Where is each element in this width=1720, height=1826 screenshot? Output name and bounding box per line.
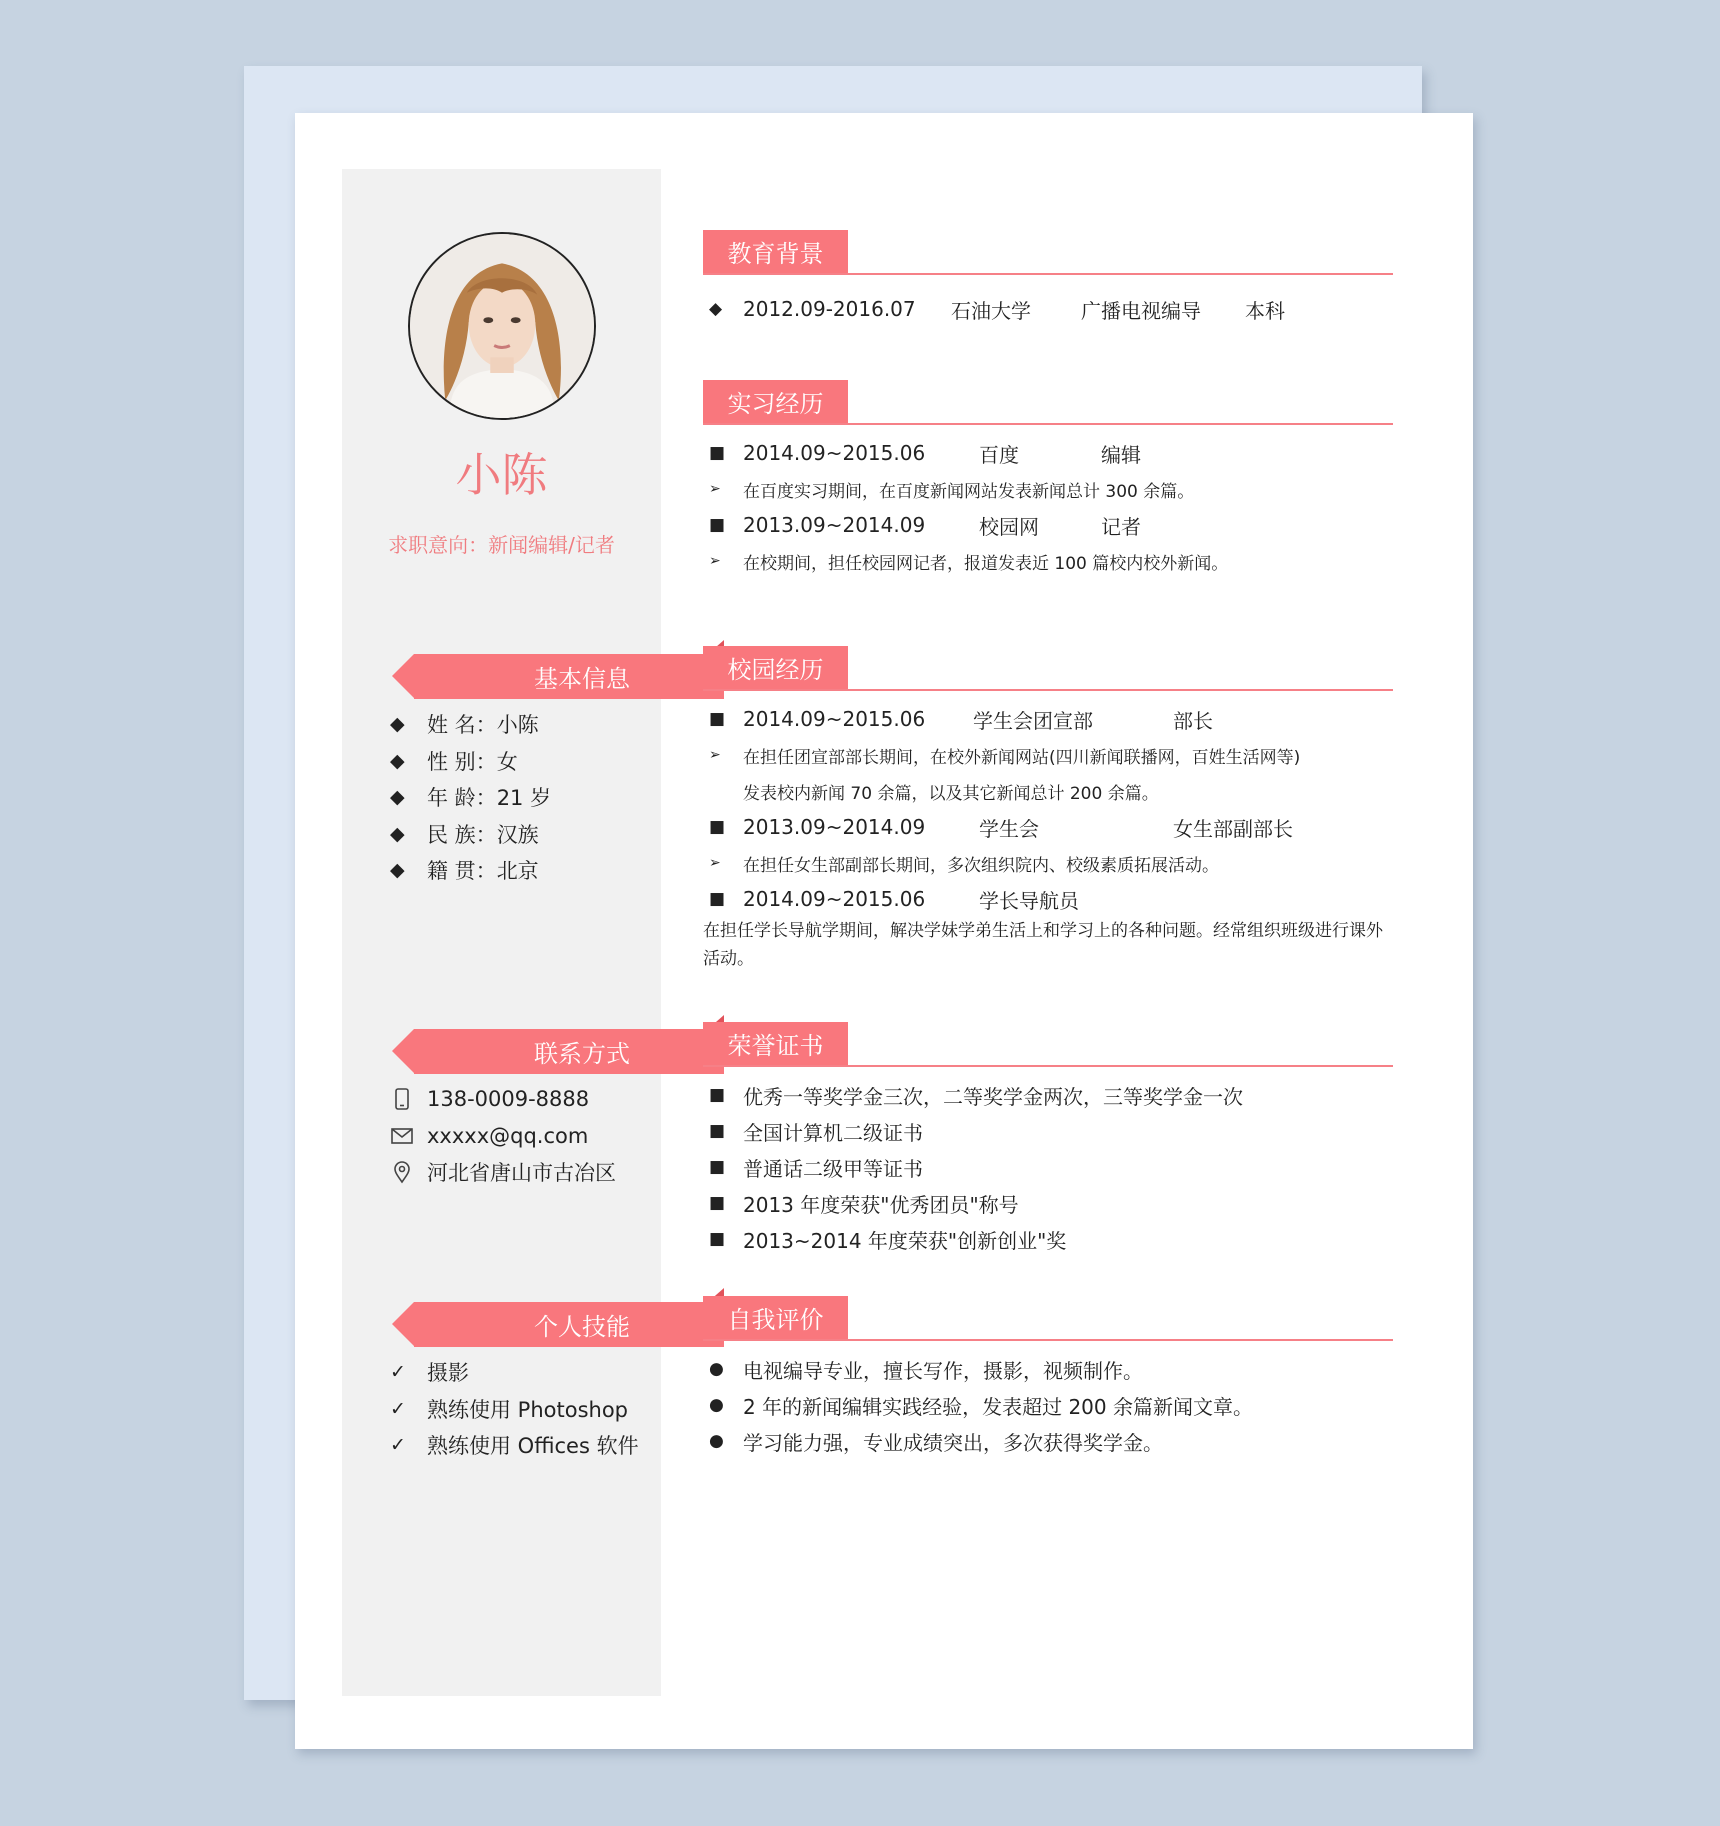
basic-info-heading [414, 654, 724, 699]
list-item [390, 852, 551, 889]
square-bullet-icon: ■ [709, 889, 726, 909]
degree: 本科 [1245, 298, 1285, 323]
role: 编辑 [1101, 442, 1141, 467]
list-item [703, 1149, 1393, 1185]
job-intent: 求职意向：新闻编辑/记者 [388, 533, 615, 557]
list-item [703, 291, 1393, 327]
square-bullet-icon: ■ [709, 817, 726, 837]
section-title: 荣誉证书 [703, 1022, 848, 1065]
list-item [390, 1354, 639, 1391]
square-bullet-icon: ■ [709, 443, 726, 463]
section-title: 校园经历 [703, 646, 848, 689]
skills-list [390, 1354, 639, 1464]
organization: 学生会 [979, 816, 1039, 841]
list-item [703, 435, 1393, 471]
square-bullet-icon: ■ [709, 1157, 726, 1177]
basic-info-title: 基本信息 [534, 665, 630, 693]
major: 广播电视编导 [1081, 298, 1201, 323]
education-heading [703, 230, 1393, 275]
square-bullet-icon: ■ [709, 515, 726, 535]
honor-text: 普通话二级甲等证书 [743, 1156, 923, 1181]
list-item [703, 1423, 1393, 1459]
self-eval-section [703, 1296, 1393, 1459]
email-item [390, 1118, 616, 1155]
basic-info-list [390, 706, 551, 889]
school: 石油大学 [951, 298, 1031, 323]
eval-text: 电视编导专业，擅长写作，摄影，视频制作。 [743, 1358, 1143, 1383]
eval-text: 学习能力强，专业成绩突出，多次获得奖学金。 [743, 1430, 1163, 1455]
field-value: 女 [496, 749, 518, 774]
description: 在担任学长导航学期间，解决学妹学弟生活上和学习上的各种问题。经常组织班级进行课外活动。 [703, 921, 1383, 969]
arrow-bullet-icon: ➢ [709, 747, 721, 763]
list-item [703, 701, 1393, 737]
honor-text: 2013~2014 年度荣获"创新创业"奖 [743, 1228, 1067, 1253]
list-item [703, 881, 1393, 917]
list-item [390, 706, 551, 743]
period: 2013.09~2014.09 [743, 513, 926, 537]
diamond-bullet-icon: ◆ [390, 786, 405, 809]
square-bullet-icon: ■ [709, 1193, 726, 1213]
description: 在担任女生部副部长期间，多次组织院内、校级素质拓展活动。 [743, 855, 1219, 876]
skill-text: 熟练使用 Photoshop [427, 1397, 629, 1422]
list-item [390, 1427, 639, 1464]
field-value: 小陈 [496, 713, 539, 738]
campus-heading [703, 646, 1393, 691]
avatar-photo [410, 234, 594, 418]
list-item [703, 1185, 1393, 1221]
contact-title: 联系方式 [534, 1040, 630, 1068]
honors-section [703, 1022, 1393, 1257]
diamond-bullet-icon: ◆ [390, 859, 405, 882]
address-text: 河北省唐山市古冶区 [427, 1161, 616, 1186]
address-item [390, 1154, 616, 1191]
check-icon: ✓ [390, 1361, 406, 1384]
field-label: 民 族： [427, 822, 497, 847]
section-title: 自我评价 [703, 1296, 848, 1339]
skill-text: 摄影 [427, 1361, 469, 1386]
diamond-bullet-icon: ◆ [390, 713, 405, 736]
field-label: 年 龄： [427, 786, 497, 811]
sidebar [342, 169, 661, 1696]
description: 在百度实习期间，在百度新闻网站发表新闻总计 300 余篇。 [743, 481, 1195, 502]
field-label: 籍 贯： [427, 859, 497, 884]
internship-section [703, 380, 1393, 579]
check-icon: ✓ [390, 1434, 406, 1457]
list-item [703, 1351, 1393, 1387]
list-item [703, 809, 1393, 845]
field-value: 汉族 [496, 822, 539, 847]
list-item [703, 1221, 1393, 1257]
phone-item [390, 1081, 616, 1118]
organization: 学生会团宣部 [973, 708, 1093, 733]
skills-title: 个人技能 [534, 1313, 630, 1341]
skills-heading [414, 1302, 724, 1347]
self-eval-heading [703, 1296, 1393, 1341]
field-value: 北京 [496, 859, 539, 884]
list-item [703, 471, 1393, 507]
field-label: 性 别： [427, 749, 497, 774]
description: 在担任团宣部部长期间，在校外新闻网站(四川新闻联播网，百姓生活网等) [743, 747, 1301, 768]
dot-bullet-icon: ● [709, 1431, 724, 1451]
dot-bullet-icon: ● [709, 1395, 724, 1415]
contact-heading [414, 1029, 724, 1074]
period: 2014.09~2015.06 [743, 887, 926, 911]
list-item [703, 845, 1393, 881]
arrow-bullet-icon: ➢ [709, 553, 721, 569]
square-bullet-icon: ■ [709, 1121, 726, 1141]
section-title: 实习经历 [703, 380, 848, 423]
list-item [390, 816, 551, 853]
skill-text: 熟练使用 Offices 软件 [427, 1434, 639, 1459]
list-item [703, 737, 1393, 773]
avatar [408, 232, 596, 420]
education-section [703, 230, 1393, 327]
period: 2012.09-2016.07 [743, 297, 916, 321]
square-bullet-icon: ■ [709, 1229, 726, 1249]
diamond-bullet-icon: ◆ [709, 299, 723, 319]
list-item [390, 1391, 639, 1428]
contact-list [390, 1081, 616, 1191]
honors-heading [703, 1022, 1393, 1067]
candidate-name: 小陈 [455, 448, 548, 502]
square-bullet-icon: ■ [709, 709, 726, 729]
square-bullet-icon: ■ [709, 1085, 726, 1105]
organization: 百度 [979, 442, 1019, 467]
description: 发表校内新闻 70 余篇，以及其它新闻总计 200 余篇。 [743, 783, 1159, 804]
period: 2014.09~2015.06 [743, 707, 926, 731]
check-icon: ✓ [390, 1397, 406, 1420]
field-value: 21 岁 [496, 786, 552, 811]
list-item [703, 773, 1393, 809]
arrow-bullet-icon: ➢ [709, 855, 721, 871]
email-address: xxxxx@qq.com [427, 1123, 589, 1148]
phone-icon [390, 1085, 427, 1113]
role: 部长 [1173, 708, 1213, 733]
phone-number: 138-0009-8888 [427, 1087, 590, 1112]
diamond-bullet-icon: ◆ [390, 749, 405, 772]
resume-page [295, 113, 1473, 1749]
description: 在校期间，担任校园网记者，报道发表近 100 篇校内校外新闻。 [743, 553, 1229, 574]
list-item [703, 1077, 1393, 1113]
period: 2013.09~2014.09 [743, 815, 926, 839]
organization: 学长导航员 [979, 888, 1079, 913]
honor-text: 优秀一等奖学金三次，二等奖学金两次，三等奖学金一次 [743, 1084, 1243, 1109]
dot-bullet-icon: ● [709, 1359, 724, 1379]
list-item [390, 779, 551, 816]
list-item [703, 507, 1393, 543]
list-item [390, 743, 551, 780]
internship-heading [703, 380, 1393, 425]
envelope-icon [390, 1122, 427, 1150]
field-label: 姓 名： [427, 713, 497, 738]
organization: 校园网 [979, 514, 1039, 539]
role: 记者 [1101, 514, 1141, 539]
list-item [703, 543, 1393, 579]
location-pin-icon [390, 1158, 427, 1186]
campus-section [703, 646, 1393, 973]
period: 2014.09~2015.06 [743, 441, 926, 465]
honor-text: 全国计算机二级证书 [743, 1120, 923, 1145]
diamond-bullet-icon: ◆ [390, 822, 405, 845]
honor-text: 2013 年度荣获"优秀团员"称号 [743, 1192, 1019, 1217]
list-item [703, 1387, 1393, 1423]
arrow-bullet-icon: ➢ [709, 481, 721, 497]
section-title: 教育背景 [703, 230, 848, 273]
role: 女生部副部长 [1173, 816, 1293, 841]
eval-text: 2 年的新闻编辑实践经验，发表超过 200 余篇新闻文章。 [743, 1394, 1253, 1419]
list-item [703, 1113, 1393, 1149]
